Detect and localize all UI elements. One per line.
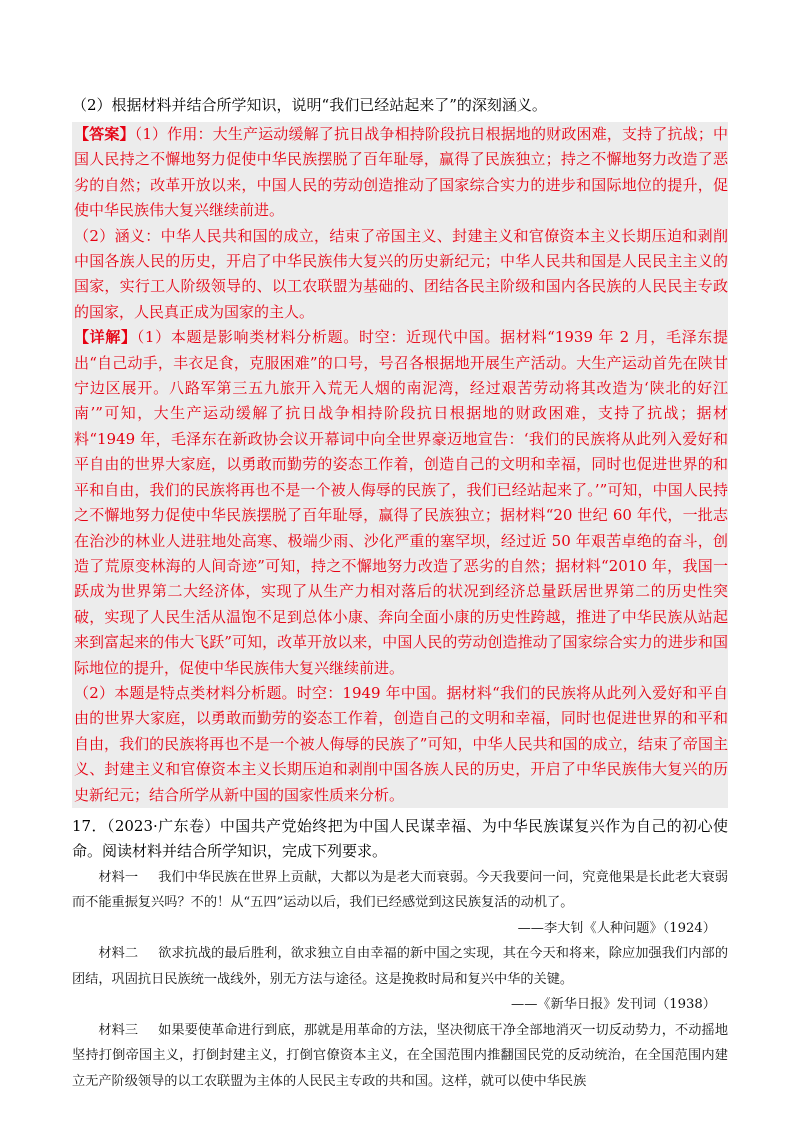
question-2-prompt: （2）根据材料并结合所学知识，说明“我们已经站起来了”的深刻涵义。 — [72, 96, 547, 114]
material-label: 材料三 — [98, 1022, 139, 1038]
material-text: 我们中华民族在世界上贡献，大都以为是老大而衰弱。今天我要问一问，究竟他果是长此老大衰弱而不能重振复兴吗？不的！从“五四”运动以后，我们已经感觉到这民族复活的动机了。 — [72, 869, 729, 911]
detail-paragraph-1 — [74, 325, 728, 681]
material-label: 材料二 — [98, 946, 139, 962]
answer-paragraph-2: （2）涵义：中华人民共和国的成立，结束了帝国主义、封建主义和官僚资本主义长期压迫和剥削中国各族人民的历史，开启了中华民族伟大复兴的历史新纪元；中华人民共和国是人民民主主义的国家，实行工人阶级领导的、以工农联盟为基础的、团结各民主阶级和国内各民族的人民民主专政的国家，人民真正成为国家的主人。 — [74, 226, 728, 321]
answer-text-1: （1）作用：大生产运动缓解了抗日战争相持阶段抗日根据地的财政困难，支持了抗战；中国人民持之不懈地努力促使中华民族摆脱了百年耻辱，赢得了民族独立；持之不懈地努力改造了恶劣的自然；改革开放以来，中国人民的劳动创造推动了国家综合实力的进步和国际地位的提升，促使中华民族伟大复兴继续前进。 — [74, 125, 728, 220]
answer-tag: 【答案】 — [74, 125, 135, 143]
material-1 — [72, 865, 728, 916]
material-source: ——《新华日报》发刊词（1938） — [511, 997, 716, 1013]
detail-tag: 【详解】 — [74, 328, 137, 347]
question-17-stem: 17．（2023·广东卷）中国共产党始终把为中国人民谋幸福、为中华民族谋复兴作为自己的初心使命。阅读材料并结合所学知识，完成下列要求。 — [72, 816, 728, 861]
material-source: ——李大钊《人种问题》（1924） — [517, 920, 716, 936]
detail-text-1: （1）本题是影响类材料分析题。时空：近现代中国。据材料“1939 年 2 月，毛泽东提出“自己动手，丰衣足食，克服困难”的口号，号召各根据地开展生产活动。大生产运动首先在陕甘宁边区展开。八路军第三五九旅开入荒无人烟的南泥湾，经过艰苦劳动将其改造为‘陕北的好江南’”可知，大生产运动缓解了抗日战争相持阶段抗日根据地的财政困难，支持了抗战；据材料“1949 年，毛泽东在新政协会议开幕词中向全世界豪迈地宣告：‘我们的民族将从此列入爱好和平自由的世界大家庭，以勇敢而勤劳的姿态工作着，创造自己的文明和幸福，同时也促进世界的和平和自由，我们的民族将再也不是一个被人侮辱的民族了，我们已经站起来了。’”可知，中国人民持之不懈地努力促使中华民族摆脱了百年耻辱，赢得了民族独立；据材料“20 世纪 60 年代，一批志在治沙的林业人进驻地处高寒、极端少雨、沙化严重的塞罕坝，经过近 50 年艰苦卓绝的奋斗，创造了荒原变林海的人间奇迹”可知，持之不懈地努力改造了恶劣的自然；据材料“2010 年，我国一跃成为世界第二大经济体，实现了从生产力相对落后的状况到经济总量跃居世界第二的历史性突破，实现了人民生活从温饱不足到总体小康、奔向全面小康的历史性跨越，推进了中华民族从站起来到富起来的伟大飞跃”可知，改革开放以来，中国人民的劳动创造推动了国家综合实力的进步和国际地位的提升，促使中华民族伟大复兴继续前进。 — [74, 328, 728, 677]
material-3 — [72, 1018, 728, 1095]
answer-block — [72, 122, 728, 808]
material-text: 欲求抗战的最后胜利，欲求独立自由幸福的新中国之实现，其在今天和将来，除应加强我们内部的团结，巩固抗日民族统一战线外，别无方法与途径。这是挽救时局和复兴中华的关键。 — [72, 946, 729, 987]
material-label: 材料一 — [98, 869, 139, 885]
document-page — [72, 92, 728, 1094]
detail-paragraph-2: （2）本题是特点类材料分析题。时空：1949 年中国。据材料“我们的民族将从此列入爱好和平自由的世界大家庭，以勇敢而勤劳的姿态工作着，创造自己的文明和幸福，同时也促进世界的和平和自由，我们的民族将再也不是一个被人侮辱的民族了”可知，中华人民共和国的成立，结束了帝国主义、封建主义和官僚资本主义长期压迫和剥削中国各族人民的历史，开启了中华民族伟大复兴的历史新纪元；结合所学从新中国的国家性质来分析。 — [74, 683, 728, 804]
material-2 — [72, 941, 728, 992]
materials-section — [72, 865, 728, 1095]
answer-paragraph-1 — [74, 122, 728, 224]
material-text: 如果要使革命进行到底，那就是用革命的方法，坚决彻底干净全部地消灭一切反动势力，不动摇地坚持打倒帝国主义，打倒封建主义，打倒官僚资本主义，在全国范围内推翻国民党的反动统治，在全国范围内建立无产阶级领导的以工农联盟为主体的人民民主专政的共和国。这样，就可以使中华民族 — [72, 1022, 729, 1089]
